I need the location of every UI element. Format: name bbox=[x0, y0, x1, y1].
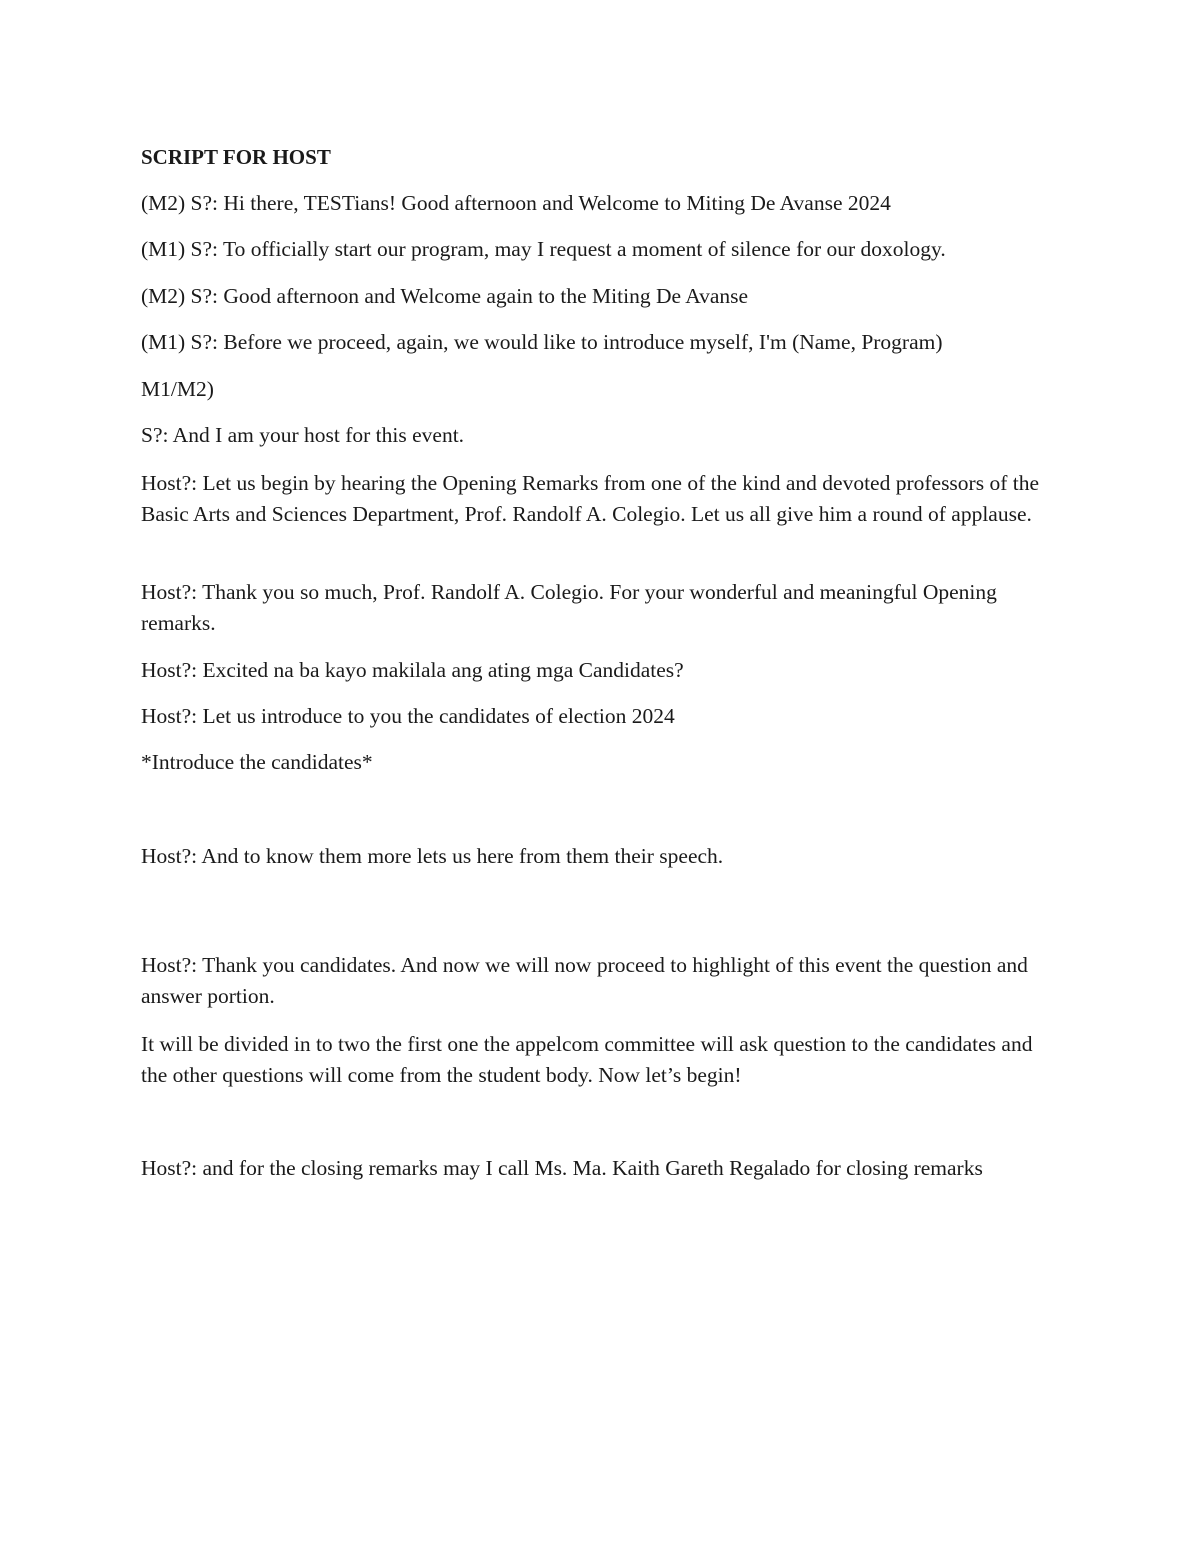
script-line: S?: And I am your host for this event. bbox=[141, 423, 465, 447]
script-line: (M2) S?: Hi there, TESTians! Good afternoon and Welcome to Miting De Avanse 2024 bbox=[141, 191, 891, 215]
script-line: *Introduce the candidates* bbox=[141, 750, 373, 774]
script-line: Host?: Let us introduce to you the candidates of election 2024 bbox=[141, 704, 675, 728]
document-title: SCRIPT FOR HOST bbox=[141, 145, 331, 169]
script-line: Host?: And to know them more lets us here from them their speech. bbox=[141, 844, 724, 868]
script-line: Host?: and for the closing remarks may I call Ms. Ma. Kaith Gareth Regalado for closing remarks bbox=[141, 1156, 983, 1180]
script-line: (M2) S?: Good afternoon and Welcome again to the Miting De Avanse bbox=[141, 284, 749, 308]
script-line: Host?: Let us begin by hearing the Opening Remarks from one of the kind and devoted professors of the Basic Arts and Sciences Department, Prof. Randolf A. Colegio. Let us all give him a round of applause. bbox=[141, 471, 1040, 526]
script-line: (M1) S?: To officially start our program, may I request a moment of silence for our doxology. bbox=[141, 237, 946, 261]
script-line: (M1) S?: Before we proceed, again, we would like to introduce myself, I'm (Name, Program) bbox=[141, 330, 943, 354]
script-line: M1/M2) bbox=[141, 377, 214, 401]
script-line: It will be divided in to two the first one the appelcom committee will ask question to the candidates and the other questions will come from the student body. Now let’s begin! bbox=[141, 1032, 1033, 1087]
script-line: Host?: Thank you candidates. And now we will now proceed to highlight of this event the question and answer portion. bbox=[141, 953, 1028, 1008]
script-line: Host?: Thank you so much, Prof. Randolf A. Colegio. For your wonderful and meaningful Opening remarks. bbox=[141, 580, 997, 635]
script-line: Host?: Excited na ba kayo makilala ang ating mga Candidates? bbox=[141, 658, 684, 682]
